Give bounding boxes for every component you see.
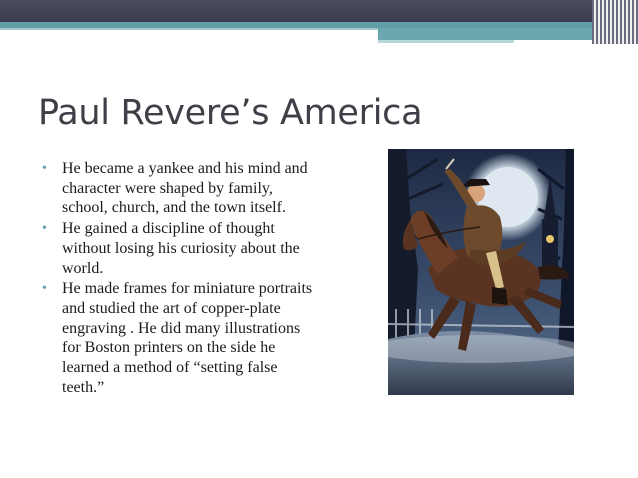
slide-title: Paul Revere’s America [38, 93, 423, 133]
header-accent-line [378, 40, 514, 43]
header-stripe-pattern [592, 0, 638, 44]
bullet-dot-icon: • [42, 161, 47, 176]
bullet-item [40, 219, 320, 278]
bullet-dot-icon: • [42, 221, 47, 237]
bullet-list [40, 159, 320, 398]
header-accent-block [378, 28, 592, 40]
bullet-item [40, 279, 320, 397]
bullet-item [40, 159, 320, 218]
bullet-dot-icon: • [42, 281, 47, 297]
bullet-text: He became a yankee and his mind and character were shaped by family, school, church, and the town itself. [62, 160, 308, 217]
header-dark-bar [0, 0, 638, 22]
bullet-text: He gained a discipline of thought without losing his curiosity about the world. [62, 220, 300, 277]
midnight-rider-illustration [388, 149, 574, 395]
header-thin-line [0, 28, 378, 30]
bullet-text: He made frames for miniature portraits and studied the art of copper-plate engraving . He did many illustrations for Boston printers on the side he learned a method of “setting false teeth.” [62, 280, 313, 396]
